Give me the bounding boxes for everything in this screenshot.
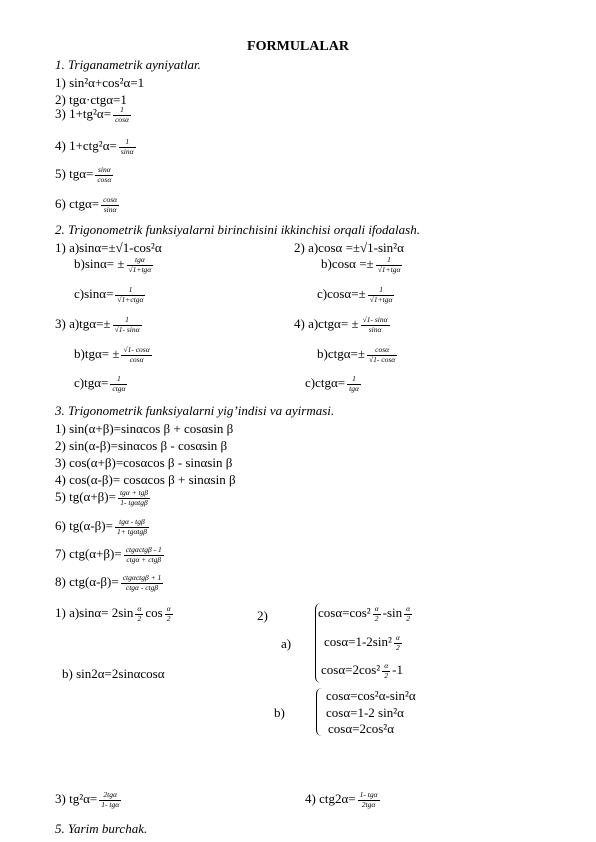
sum-formula-7: 7) ctg(α+β)= $\frac{\text{ctgαctgβ - 1}}{\text{ctgα + ctgβ}}$	[55, 545, 162, 564]
sum-formula-8: 8) ctg(α-β)= $\frac{\text{ctgαctgβ + 1}}{\text{ctgα - ctgβ}}$	[55, 573, 162, 592]
section1-heading: 1. Triganametrik ayniyatlar.	[55, 57, 201, 72]
cos-via-ctg: c)cosα=± $\frac{1}{\text{√1+tgα}}$	[317, 285, 393, 304]
cos-via-tg: b)cosα =± $\frac{1}{\text{√1+tgα}}$	[321, 255, 401, 274]
identity-5: 5) tgα= $\frac{\sin\alpha}{\cos\alpha}$	[55, 165, 112, 184]
identity-4: 4) 1+ctg²α= $\frac{1}{\sin\alpha}$	[55, 137, 134, 156]
sum-formula-5: 5) tg(α+β)= $\frac{\text{tgα + tgβ}}{\text{1- tgαtgβ}}$	[55, 488, 149, 507]
double-sin-a: 1) a)sinα= 2sin $\frac{\alpha}{2}$ cos $\frac{\alpha}{2}$	[55, 604, 171, 623]
sum-formula-1: 1) sin(α+β)=sinαcos β + cosαsin β	[55, 421, 234, 436]
sin-via-cos: 1) a)sinα=±√1-cos²α	[55, 240, 162, 255]
double-cos-number: 2)	[257, 608, 268, 623]
double-cos-b-label: b)	[274, 705, 285, 720]
section5-heading: 5. Yarim burchak.	[55, 821, 148, 836]
cos-via-sin: 2) a)cosα =±√1-sin²α	[294, 240, 404, 255]
identity-3: 3) 1+tg²α= $\frac{1}{\cos\alpha}$	[55, 105, 129, 124]
identity-1: 1) sin²α+cos²α=1	[55, 75, 145, 90]
double-cos-b3: cosα=2cos²α	[328, 721, 395, 736]
sin-via-ctg: c)sinα= $\frac{1}{\text{√1+ctgα}}$	[74, 285, 144, 304]
sin-via-tg: b)sinα= ± $\frac{\text{tgα}}{\text{√1+tgα}}$	[74, 255, 152, 274]
ctg-via-tg: c)ctgα= $\frac{1}{\text{tgα}}$	[305, 374, 359, 393]
double-cos-a-label: a)	[281, 636, 292, 651]
ctg-via-sin: 4) a)ctgα= ± $\frac{√1- \sin\alpha}{\sin\alpha}$	[294, 315, 388, 334]
sum-formula-6: 6) tg(α-β)= $\frac{\text{tgα - tgβ}}{\text{1+ tgαtgβ}}$	[55, 517, 147, 536]
double-cos-a1: cosα=cos² $\frac{\alpha}{2}$ -sin $\frac{\alpha}{2}$	[318, 604, 411, 623]
sum-formula-3: 3) cos(α+β)=cosαcos β - sinαsin β	[55, 455, 233, 470]
ctg-via-cos: b)ctgα=± $\frac{\cos\alpha}{√1- \cos\alpha}$	[317, 345, 396, 364]
tg-via-ctg: c)tgα= $\frac{1}{\text{ctgα}}$	[74, 374, 126, 393]
double-ctg: 4) ctg2α= $\frac{\text{1- tgα}}{\text{2tgα}}$	[305, 790, 378, 809]
brace-b	[316, 688, 322, 736]
double-cos-a2: cosα=1-2sin² $\frac{\alpha}{2}$	[324, 633, 400, 652]
sum-formula-4: 4) cos(α-β)= cosαcos β + sinαsin β	[55, 472, 236, 487]
sum-formula-2: 2) sin(α-β)=sinαcos β - cosαsin β	[55, 438, 228, 453]
double-cos-a3: cosα=2cos² $\frac{\alpha}{2}$ -1	[321, 661, 403, 680]
double-sin-b: b) sin2α=2sinαcosα	[62, 666, 165, 681]
double-cos-b2: cosα=1-2 sin²α	[326, 705, 404, 720]
tg-via-cos: b)tgα= ± $\frac{√1- \cos\alpha}{\cos\alpha}$	[74, 345, 150, 364]
identity-2: 2) tgα·ctgα=1	[55, 92, 127, 107]
page-title: FORMULALAR	[247, 39, 349, 54]
section3-heading: 3. Trigonometrik funksiyalarni yig’indisi va ayirmasi.	[55, 403, 335, 418]
section2-heading: 2. Trigonometrik funksiyalarni birinchisini ikkinchisi orqali ifodalash.	[55, 222, 420, 237]
double-cos-b1: cosα=cos²α-sin²α	[326, 688, 416, 703]
identity-6: 6) ctgα= $\frac{\cos\alpha}{\sin\alpha}$	[55, 195, 118, 214]
double-tg: 3) tg²α= $\frac{\text{2tgα}}{\text{1- tgα}}$	[55, 790, 120, 809]
tg-via-sin: 3) a)tgα=± $\frac{1}{√1- \sin\alpha}$	[55, 315, 140, 334]
